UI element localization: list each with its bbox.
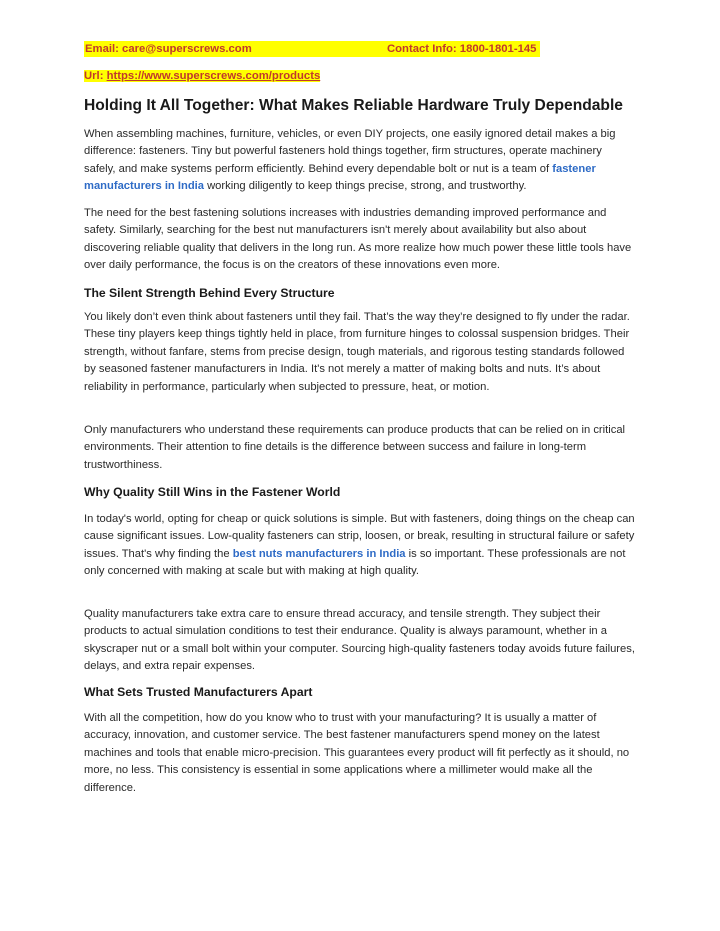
section-heading-silent-strength: The Silent Strength Behind Every Structure [84,286,335,300]
contact-info-label: Contact Info: 1800-1801-145 [387,43,537,55]
url-prefix: Url: [84,70,107,82]
page-title: Holding It All Together: What Makes Reliable Hardware Truly Dependable [84,97,623,114]
contact-bar [84,41,540,57]
best-nuts-manufacturers-link[interactable]: best nuts manufacturers in India [232,547,406,560]
intro-paragraph-2: The need for the best fastening solutions increases with industries demanding improved performance and safety. Similarly, searching for the best nut manufacturers isn't merely about availability but also about discovering reliable quality that delivers in the long run. As more realize how much power these little tools have over daily performance, the focus is on the creators of these innovations even more. [84,207,632,272]
intro-paragraph-1 [84,126,636,196]
url-highlight [84,70,320,82]
section2-paragraph-2: Quality manufacturers take extra care to ensure thread accuracy, and tensile strength. They subject their products to actual simulation conditions to test their endurance. Quality is always paramount, whether in a skyscraper nut or a small bolt within your computer. Sourcing high-quality fasteners today avoids future failures, delays, and extra repair expenses. [84,608,635,673]
email-label: Email: care@superscrews.com [85,43,252,55]
intro-text-b: working diligently to keep things precise, strong, and trustworthy. [203,180,527,193]
section2-text-b: is so important. These professionals are not only concerned with making at scale but with making at high quality. [84,547,626,578]
section-heading-quality-wins: Why Quality Still Wins in the Fastener World [84,485,341,499]
section1-paragraph-1: You likely don’t even think about fasteners until they fail. That’s the way they’re designed to fly under the radar. These tiny players keep things tightly held in place, from furniture hinges to colossal suspension bridges. Their strength, without fanfare, stems from precise design, tough materials, and rigorous testing standards followed by seasoned fastener manufacturers in India. It's not merely a matter of making bolts and nuts. It’s about reliability in performance, particularly when subjected to pressure, heat, or motion. [84,311,630,393]
section-heading-trusted-manufacturers: What Sets Trusted Manufacturers Apart [84,685,313,699]
section1-paragraph-2: Only manufacturers who understand these requirements can produce products that can be relied on in critical environments. Their attention to fine details is the difference between success and failure in long-term trustworthiness. [84,424,626,471]
fastener-manufacturers-link[interactable]: fastener manufacturers in India [84,162,596,193]
intro-text-a: When assembling machines, furniture, vehicles, or even DIY projects, one easily ignored detail makes a big difference: fasteners. Tiny but powerful fasteners hold things together, firm structures, operate machinery safely, and make systems perform efficiently. Behind every dependable bolt or nut is a team of [84,128,616,175]
url-link[interactable]: https://www.superscrews.com/products [106,70,321,82]
section2-paragraph-1 [84,511,636,581]
section2-text-a: In today's world, opting for cheap or quick solutions is simple. But with fasteners, doing things on the cheap can cause significant issues. Low-quality fasteners can strip, loosen, or break, resulting in structural failure or safety issues. That's why finding the [84,513,635,560]
url-line [84,68,320,84]
section3-paragraph-1: With all the competition, how do you know who to trust with your manufacturing? It is usually a matter of accuracy, innovation, and customer service. The best fastener manufacturers spend money on the latest machines and tools that enable micro-precision. This guarantees every product will fit perfectly as it should, no more, no less. This consistency is essential in some applications where a millimeter would make all the difference. [84,712,630,794]
